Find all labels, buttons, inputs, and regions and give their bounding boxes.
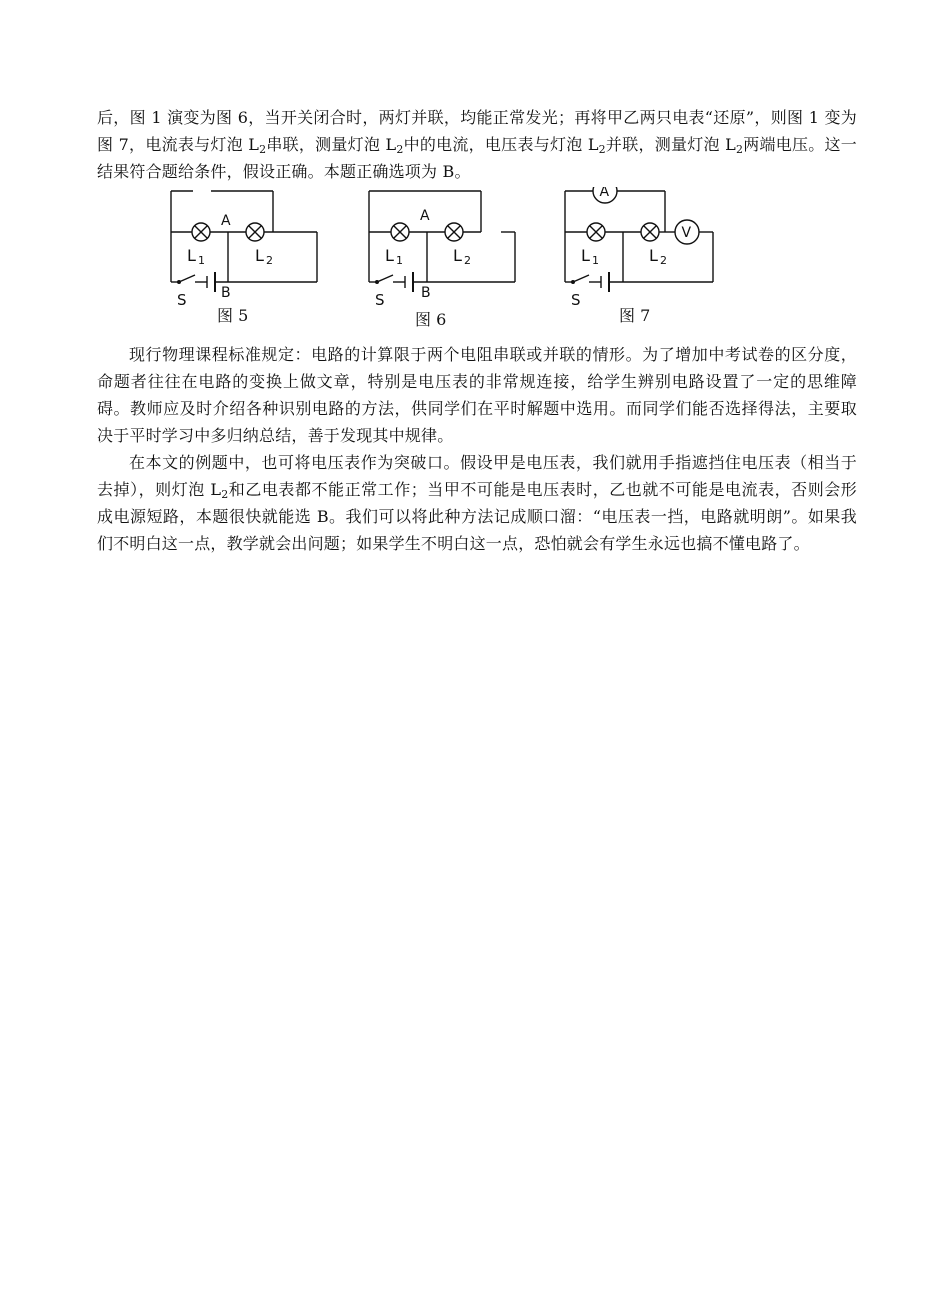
paragraph-1: 后，图 1 演变为图 6，当开关闭合时，两灯并联，均能正常发光；再将甲乙两只电表“还原”，则图 1 变为图 7，电流表与灯泡 $L_2$串联，测量灯泡 $L_2$中的电流，电压表与灯泡 $L_2$并联，测量灯泡 $L_2$两端电压。这一结果符合题给条件，假设正确。本题正确选项为 B。	[97, 108, 857, 181]
lamp-label-l1: L	[385, 246, 394, 265]
paragraph-2: 现行物理课程标准规定：电路的计算限于两个电阻串联或并联的情形。为了增加中考试卷的区分度，命题者往往在电路的变换上做文章，特别是电压表的非常规连接，给学生辨别电路设置了一定的思维障碍。教师应及时介绍各种识别电路的方法，供同学们在平时解题中选用。而同学们能否选择得法，主要取决于平时学习中多归纳总结，善于发现其中规律。	[97, 345, 857, 445]
node-label-b: B	[221, 285, 231, 301]
lamp-label-l1-sub: 1	[396, 254, 403, 267]
lamp-label-l2-sub: 2	[464, 254, 471, 267]
figure-caption-5: 图 5	[217, 306, 249, 325]
figure-6	[365, 187, 525, 329]
node-label-a: A	[221, 213, 231, 229]
figure-caption-7: 图 7	[619, 306, 651, 325]
paragraph-3: 在本文的例题中，也可将电压表作为突破口。假设甲是电压表，我们就用手指遮挡住电压表（相当于去掉），则灯泡 $L_2$和乙电表都不能正常工作；当甲不可能是电压表时，乙也就不可能是电流表，否则会形成电源短路，本题很快就能选 B。我们可以将此种方法记成顺口溜：“电压表一挡，电路就明朗”。如果我们不明白这一点，教学就会出问题；如果学生不明白这一点，恐怕就会有学生永远也搞不懂电路了。	[97, 453, 858, 553]
lamp-label-l2-sub: 2	[266, 254, 273, 267]
figure-caption-6: 图 6	[415, 310, 447, 329]
node-label-b: B	[421, 285, 431, 301]
circuit-diagram-6	[365, 187, 525, 307]
circuit-diagram-5	[165, 187, 325, 307]
lamp-label-l1: L	[187, 246, 196, 265]
figure-5	[165, 187, 325, 325]
switch-label-s: S	[571, 291, 581, 307]
lamp-label-l2: L	[453, 246, 462, 265]
voltmeter-label: V	[681, 225, 692, 241]
lamp-label-l2: L	[255, 246, 264, 265]
circuit-diagram-7	[561, 187, 725, 307]
ammeter-label: A	[599, 187, 610, 200]
document-page	[97, 104, 857, 557]
figure-7	[561, 187, 725, 325]
node-label-a: A	[420, 208, 430, 224]
lamp-label-l1-sub: 1	[592, 254, 599, 267]
circuit-figures	[97, 187, 857, 339]
switch-label-s: S	[375, 291, 385, 307]
lamp-label-l2-sub: 2	[660, 254, 667, 267]
lamp-label-l2: L	[649, 246, 658, 265]
lamp-label-l1: L	[581, 246, 590, 265]
lamp-label-l1-sub: 1	[198, 254, 205, 267]
switch-label-s: S	[177, 291, 187, 307]
